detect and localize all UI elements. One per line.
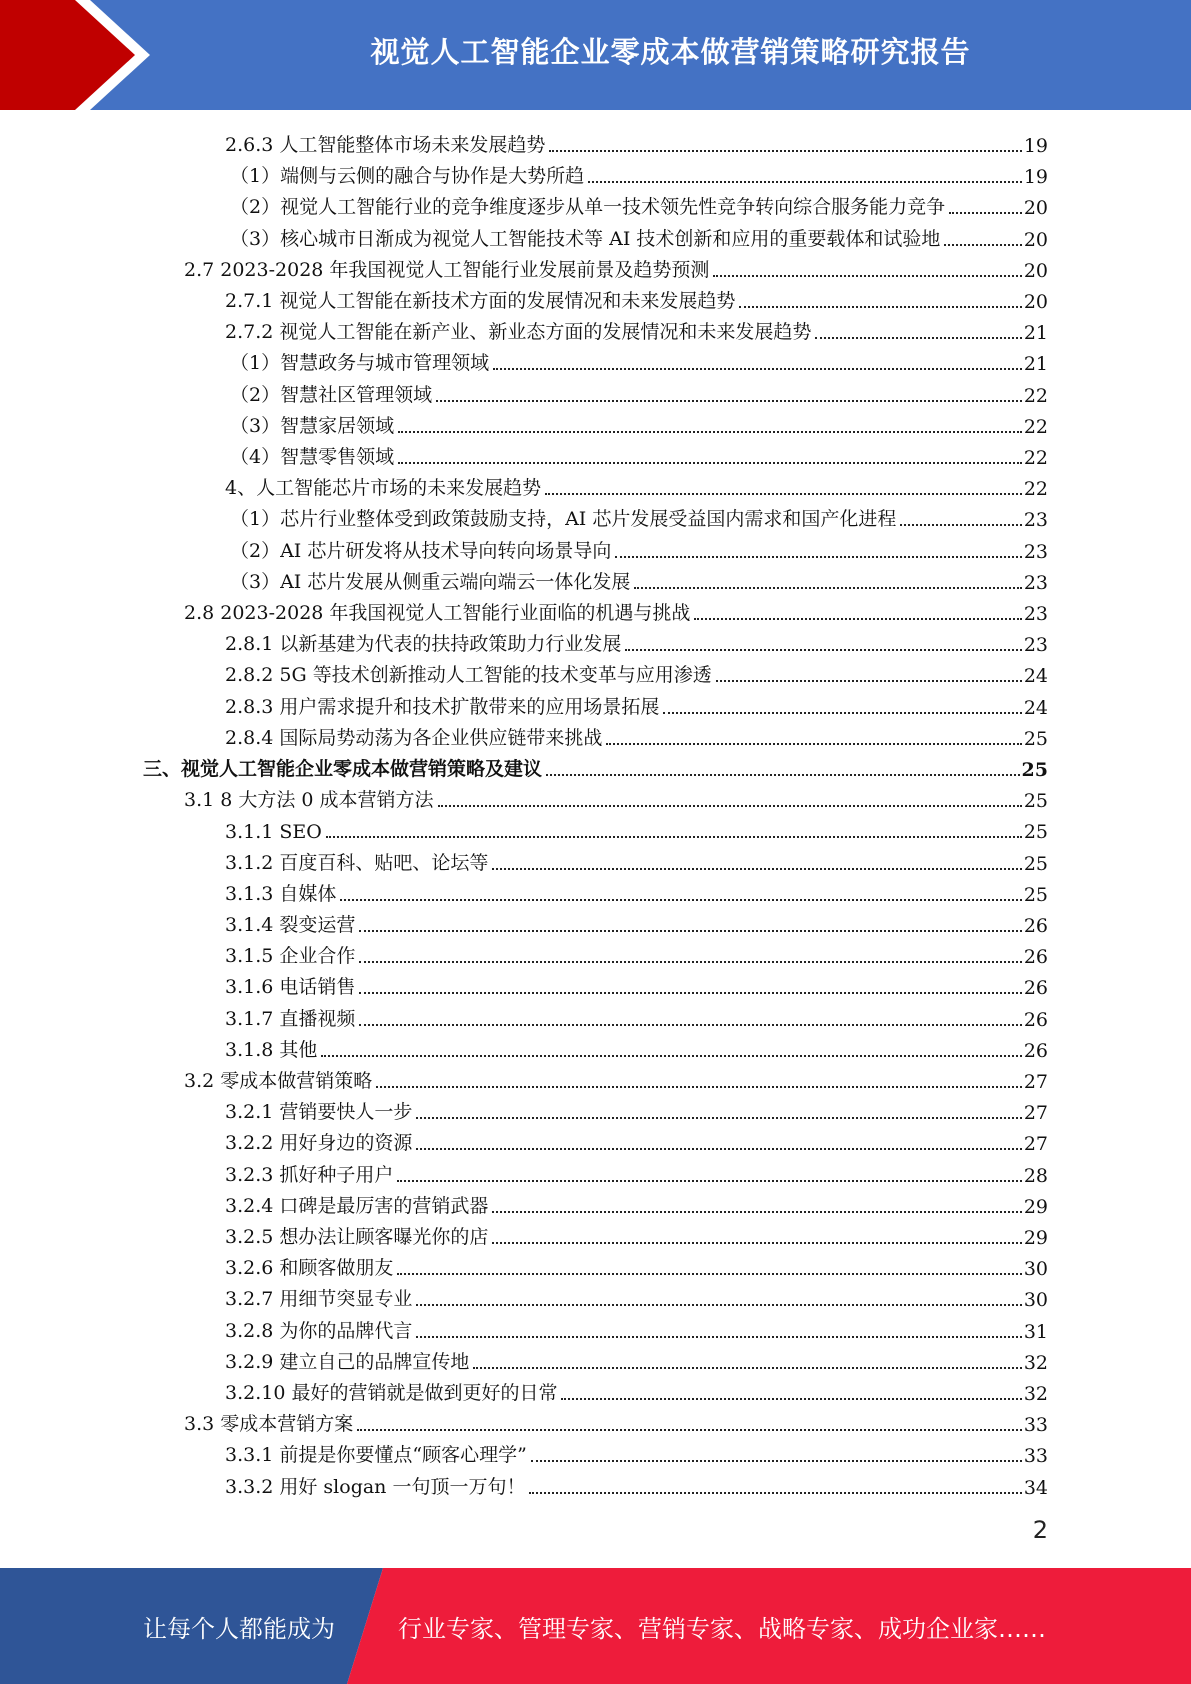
toc-entry[interactable] <box>184 1062 1048 1093</box>
toc-entry-label: 2.8.3 用户需求提升和技术扩散带来的应用场景拓展 <box>225 695 660 718</box>
toc-entry-page: 26 <box>1023 946 1048 969</box>
toc-entry[interactable] <box>225 469 1048 500</box>
toc-entry[interactable] <box>225 1374 1048 1405</box>
toc-entry-label: （4）智慧零售领域 <box>230 446 395 468</box>
toc-entry-label: （1）智慧政务与城市管理领域 <box>230 352 490 375</box>
toc-entry-label: 3.3.1 前提是你要懂点“顾客心理学” <box>225 1444 527 1467</box>
toc-entry[interactable] <box>230 563 1048 594</box>
toc-leader-dots <box>944 240 1021 246</box>
toc-entry-page: 27 <box>1023 1133 1048 1156</box>
toc-entry-label: 3.2.2 用好身边的资源 <box>225 1132 413 1155</box>
toc-entry-page: 32 <box>1023 1351 1048 1374</box>
page-footer <box>0 1568 1191 1684</box>
toc-entry-label: 2.7.2 视觉人工智能在新产业、新业态方面的发展情况和未来发展趋势 <box>225 321 812 344</box>
toc-entry-label: 3.1.1 SEO <box>225 821 322 844</box>
toc-leader-dots <box>416 1113 1021 1119</box>
toc-entry-label: 3.2 零成本做营销策略 <box>184 1070 373 1092</box>
toc-entry-label: 3.3.2 用好 slogan 一句顶一万句！ <box>225 1475 526 1498</box>
toc-entry-label: （3）核心城市日渐成为视觉人工智能技术等 AI 技术创新和应用的重要载体和试验地 <box>230 227 941 250</box>
toc-leader-dots <box>416 1300 1021 1306</box>
toc-entry-label: （3）AI 芯片发展从侧重云端向端云一体化发展 <box>230 570 631 593</box>
toc-entry[interactable] <box>225 1093 1048 1124</box>
toc-leader-dots <box>436 396 1022 402</box>
toc-entry-label: 3.1.7 直播视频 <box>225 1007 356 1030</box>
toc-leader-dots <box>625 645 1021 651</box>
toc-entry-label: 三、视觉人工智能企业零成本做营销策略及建议 <box>143 758 543 780</box>
toc-entry-label: 2.8.2 5G 等技术创新推动人工智能的技术变革与应用渗透 <box>225 664 712 687</box>
toc-entry-label: 3.2.10 最好的营销就是做到更好的日常 <box>225 1382 558 1404</box>
toc-leader-dots <box>492 1238 1021 1244</box>
toc-entry[interactable] <box>225 844 1048 875</box>
toc-entry-label: 3.2.5 想办法让顾客曝光你的店 <box>225 1226 489 1248</box>
toc-entry-label: 3.2.4 口碑是最厉害的营销武器 <box>225 1194 489 1217</box>
toc-entry-page: 26 <box>1023 977 1048 1000</box>
toc-entry-label: 3.1.5 企业合作 <box>225 945 356 968</box>
toc-entry-page: 21 <box>1023 353 1048 376</box>
toc-entry-page: 25 <box>1023 821 1048 844</box>
toc-leader-dots <box>493 364 1022 370</box>
toc-entry-label: 2.6.3 人工智能整体市场未来发展趋势 <box>225 134 546 156</box>
toc-leader-dots <box>545 489 1022 495</box>
toc-entry-page: 19 <box>1023 166 1048 189</box>
toc-leader-dots <box>549 146 1021 152</box>
toc-entry-page: 27 <box>1023 1102 1048 1125</box>
toc-entry[interactable] <box>225 906 1048 937</box>
toc-leader-dots <box>359 926 1021 932</box>
toc-leader-dots <box>615 552 1021 558</box>
toc-entry[interactable] <box>225 1249 1048 1280</box>
toc-leader-dots <box>529 1488 1021 1494</box>
toc-entry-label: 3.2.3 抓好种子用户 <box>225 1163 394 1186</box>
toc-entry-page: 31 <box>1023 1320 1048 1343</box>
toc-entry[interactable] <box>230 188 1048 219</box>
toc-leader-dots <box>340 895 1021 901</box>
toc-leader-dots <box>716 676 1022 682</box>
toc-entry-label: 2.7 2023-2028 年我国视觉人工智能行业发展前景及趋势预测 <box>184 258 710 281</box>
toc-entry-page: 21 <box>1023 322 1048 345</box>
toc-entry[interactable] <box>225 126 1048 157</box>
toc-entry-label: 3.2.6 和顾客做朋友 <box>225 1257 394 1280</box>
toc-entry-page: 25 <box>1023 883 1048 906</box>
toc-entry-label: 3.1.6 电话销售 <box>225 976 356 999</box>
toc-entry-label: 2.8 2023-2028 年我国视觉人工智能行业面临的机遇与挑战 <box>184 602 691 624</box>
toc-entry[interactable] <box>225 937 1048 968</box>
toc-entry-page: 23 <box>1023 540 1048 563</box>
toc-entry[interactable] <box>225 313 1048 344</box>
toc-entry[interactable] <box>230 344 1048 375</box>
footer-slogan-right: 行业专家、管理专家、营销专家、战略专家、成功企业家…… <box>398 1614 1046 1643</box>
toc-entry-page: 20 <box>1023 259 1048 282</box>
toc-leader-dots <box>561 1394 1021 1400</box>
toc-entry[interactable] <box>225 282 1048 313</box>
toc-leader-dots <box>663 708 1021 714</box>
toc-entry[interactable] <box>184 251 1048 282</box>
toc-leader-dots <box>359 988 1021 994</box>
toc-entry[interactable] <box>225 625 1048 656</box>
toc-entry-label: （1）端侧与云侧的融合与协作是大势所趋 <box>230 165 585 188</box>
toc-entry-page: 25 <box>1023 852 1048 875</box>
toc-entry-label: 3.2.8 为你的品牌代言 <box>225 1319 413 1342</box>
toc-entry[interactable] <box>225 688 1048 719</box>
toc-entry-label: 3.2.7 用细节突显专业 <box>225 1288 413 1311</box>
toc-entry-page: 23 <box>1023 571 1048 594</box>
toc-entry-label: 4、人工智能芯片市场的未来发展趋势 <box>225 477 542 500</box>
toc-entry[interactable] <box>225 1124 1048 1155</box>
toc-leader-dots <box>588 177 1022 183</box>
toc-leader-dots <box>321 1051 1021 1057</box>
toc-leader-dots <box>398 458 1022 464</box>
toc-entry[interactable] <box>230 500 1048 531</box>
toc-entry-label: （2）智慧社区管理领域 <box>230 383 433 406</box>
toc-leader-dots <box>492 864 1021 870</box>
toc-entry[interactable] <box>184 781 1048 812</box>
toc-entry[interactable] <box>225 656 1048 687</box>
toc-entry-label: 3.2.1 营销要快人一步 <box>225 1101 413 1124</box>
toc-leader-dots <box>416 1332 1021 1338</box>
page-header <box>0 0 1191 110</box>
toc-entry-page: 26 <box>1023 1039 1048 1062</box>
toc-leader-dots <box>357 1425 1022 1431</box>
toc-entry-label: 3.1.8 其他 <box>225 1038 318 1061</box>
toc-entry[interactable] <box>225 1031 1048 1062</box>
toc-leader-dots <box>416 1144 1021 1150</box>
toc-entry-page: 29 <box>1023 1227 1048 1249</box>
toc-entry-label: 3.1.4 裂变运营 <box>225 914 356 936</box>
toc-entry-page: 24 <box>1023 665 1048 688</box>
toc-entry-label: 3.1.3 自媒体 <box>225 882 337 905</box>
toc-entry-page: 23 <box>1023 603 1048 625</box>
toc-entry-label: （1）芯片行业整体受到政策鼓励支持，AI 芯片发展受益国内需求和国产化进程 <box>230 508 897 531</box>
toc-leader-dots <box>531 1456 1022 1462</box>
toc-entry[interactable] <box>225 812 1048 843</box>
toc-entry-page: 28 <box>1023 1164 1048 1187</box>
toc-entry[interactable] <box>230 220 1048 251</box>
toc-entry-label: 3.3 零成本营销方案 <box>184 1413 354 1436</box>
toc-entry[interactable] <box>143 750 1048 781</box>
toc-entry[interactable] <box>230 407 1048 438</box>
toc-leader-dots <box>359 1020 1021 1026</box>
toc-entry-page: 30 <box>1023 1258 1048 1281</box>
toc-leader-dots <box>398 427 1022 433</box>
toc-entry-page: 33 <box>1023 1414 1048 1437</box>
toc-entry[interactable] <box>225 1000 1048 1031</box>
toc-entry-page: 20 <box>1023 197 1048 220</box>
toc-entry-page: 23 <box>1023 634 1048 657</box>
toc-entry[interactable] <box>225 1187 1048 1218</box>
toc-entry[interactable] <box>230 438 1048 469</box>
toc-leader-dots <box>815 333 1021 339</box>
toc-leader-dots <box>546 770 1020 776</box>
toc-entry-page: 34 <box>1023 1476 1048 1499</box>
toc-entry[interactable] <box>225 1468 1048 1499</box>
toc-entry-page: 22 <box>1023 384 1048 407</box>
toc-entry[interactable] <box>230 376 1048 407</box>
toc-leader-dots <box>492 1207 1021 1213</box>
toc-entry-label: （2）视觉人工智能行业的竞争维度逐步从单一技术领先性竞争转向综合服务能力竞争 <box>230 196 946 219</box>
header-title: 视觉人工智能企业零成本做营销策略研究报告 <box>370 34 971 69</box>
toc-entry[interactable] <box>225 1280 1048 1311</box>
toc-entry[interactable] <box>225 719 1048 750</box>
toc-leader-dots <box>713 271 1021 277</box>
toc-entry-label: （2）AI 芯片研发将从技术导向转向场景导向 <box>230 539 612 562</box>
toc-entry[interactable] <box>225 875 1048 906</box>
page-number: 2 <box>1032 1516 1048 1544</box>
toc-entry-label: 2.8.1 以新基建为代表的扶持政策助力行业发展 <box>225 633 622 656</box>
toc-leader-dots <box>949 208 1022 214</box>
toc-entry[interactable] <box>225 968 1048 999</box>
toc-entry[interactable] <box>225 1312 1048 1343</box>
footer-slogan-left: 让每个人都能成为 <box>143 1614 335 1643</box>
toc-entry-label: 3.1.2 百度百科、贴吧、论坛等 <box>225 851 489 874</box>
toc-entry-page: 32 <box>1023 1383 1048 1405</box>
toc-entry[interactable] <box>225 1218 1048 1249</box>
toc-entry-page: 23 <box>1023 509 1048 532</box>
toc-entry[interactable] <box>225 1436 1048 1467</box>
toc-entry[interactable] <box>184 1405 1048 1436</box>
toc-entry-page: 20 <box>1023 291 1048 313</box>
toc-leader-dots <box>739 302 1021 308</box>
toc-entry-page: 30 <box>1023 1289 1048 1312</box>
toc-entry-page: 22 <box>1023 415 1048 438</box>
toc-entry-label: 2.8.4 国际局势动荡为各企业供应链带来挑战 <box>225 726 603 749</box>
toc-entry-page: 26 <box>1023 1008 1048 1031</box>
toc-leader-dots <box>634 583 1021 589</box>
toc-leader-dots <box>376 1082 1022 1088</box>
toc-entry-page: 25 <box>1023 727 1048 750</box>
toc-entry[interactable] <box>230 157 1048 188</box>
toc-leader-dots <box>326 832 1022 838</box>
toc-entry[interactable] <box>184 594 1048 625</box>
toc-leader-dots <box>397 1269 1021 1275</box>
toc-entry-page: 26 <box>1023 915 1048 937</box>
header-ribbon-icon <box>0 0 160 110</box>
toc-entry[interactable] <box>225 1156 1048 1187</box>
toc-entry[interactable] <box>225 1343 1048 1374</box>
toc-entry-page: 24 <box>1023 696 1048 719</box>
toc-entry-page: 20 <box>1023 228 1048 251</box>
toc-leader-dots <box>397 1176 1021 1182</box>
toc-entry-label: 3.1 8 大方法 0 成本营销方法 <box>184 789 434 812</box>
toc-entry[interactable] <box>230 532 1048 563</box>
toc-leader-dots <box>900 520 1021 526</box>
toc-entry-page: 19 <box>1023 135 1048 157</box>
toc-entry-page: 22 <box>1023 447 1048 469</box>
toc-entry-page: 22 <box>1023 478 1048 501</box>
toc-leader-dots <box>438 801 1022 807</box>
toc-entry-page: 25 <box>1021 759 1048 781</box>
toc-entry-page: 29 <box>1023 1195 1048 1218</box>
toc-entry-page: 33 <box>1023 1445 1048 1468</box>
toc-leader-dots <box>473 1363 1021 1369</box>
toc-entry-page: 27 <box>1023 1071 1048 1093</box>
toc-entry-label: （3）智慧家居领域 <box>230 414 395 437</box>
toc-leader-dots <box>606 739 1021 745</box>
toc-entry-label: 3.2.9 建立自己的品牌宣传地 <box>225 1350 470 1373</box>
toc-leader-dots <box>359 957 1021 963</box>
toc-entry-page: 25 <box>1023 790 1048 813</box>
toc-entry-label: 2.7.1 视觉人工智能在新技术方面的发展情况和未来发展趋势 <box>225 290 736 312</box>
toc-leader-dots <box>694 614 1021 620</box>
